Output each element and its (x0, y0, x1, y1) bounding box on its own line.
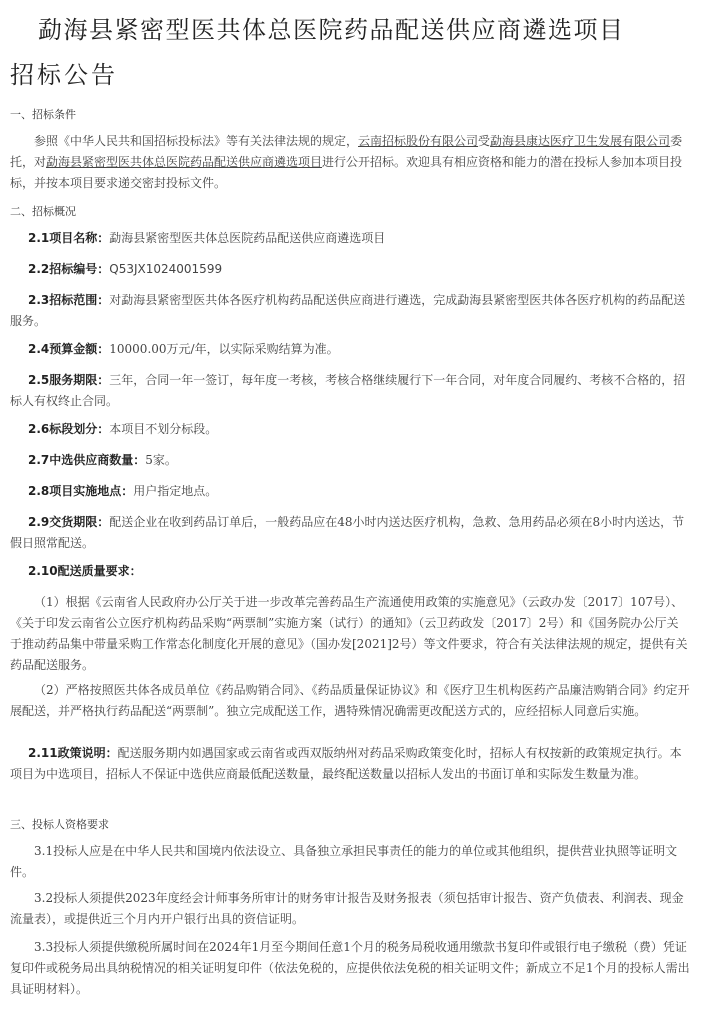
item-2-2: 2.2招标编号：Q53JX1024001599 (28, 262, 223, 276)
item-2-5: 2.5服务期限：三年，合同一年一签订，每年度一考核，考核合格继续履行下一年合同，对年度合同履约、考核不合格的，招标人有权终止合同。 (10, 373, 686, 408)
item-2-10: 2.10配送质量要求： (28, 564, 142, 578)
qualification-3-2: 3.2投标人须提供2023年度经会计师事务所审计的财务审计报告及财务报表（须包括审计报告、资产负债表、利润表、现金流量表），或提供近三个月内开户银行出具的资信证明。 (10, 891, 684, 926)
quality-requirement-2: （2）严格按照医共体各成员单位《药品购销合同》、《药品质量保证协议》和《医疗卫生机构医药产品廉洁购销合同》约定开展配送，并严格执行药品配送“两票制”。独立完成配送工作，遇特殊情况确需更改配送方式的，应经招标人同意后实施。 (10, 683, 690, 718)
section-1-paragraph: 参照《中华人民共和国招标投标法》等有关法律法规的规定，云南招标股份有限公司受勐海县康达医疗卫生发展有限公司委托，对勐海县紧密型医共体总医院药品配送供应商遴选项目进行公开招标。欢迎具有相应资格和能力的潜在投标人参加本项目投标，并按本项目要求递交密封投标文件。 (10, 134, 683, 190)
agent-link[interactable]: 云南招标股份有限公司 (358, 134, 479, 148)
qualification-3-1: 3.1投标人应是在中华人民共和国境内依法设立、具备独立承担民事责任的能力的单位或其他组织，提供营业执照等证明文件。 (10, 844, 678, 879)
quality-requirement-1: （1）根据《云南省人民政府办公厅关于进一步改革完善药品生产流通使用政策的实施意见》（云政办发〔2017〕107号）、《关于印发云南省公立医疗机构药品采购“两票制”实施方案（试行）的通知》（云卫药政发〔2017〕2号）和《国务院办公厅关于推动药品集中带量采购工作常态化制度化开展的意见》（国办发[2021]2号）等文件要求，符合有关法律法规的规定，提供有关药品配送服务。 (10, 595, 688, 672)
item-2-6: 2.6标段划分：本项目不划分标段。 (28, 422, 218, 436)
client-link[interactable]: 勐海县康达医疗卫生发展有限公司 (490, 134, 671, 148)
item-2-4: 2.4预算金额：10000.00万元/年，以实际采购结算为准。 (28, 342, 339, 356)
item-2-8: 2.8项目实施地点：用户指定地点。 (28, 484, 218, 498)
section-heading-3: 三、投标人资格要求 (10, 818, 109, 831)
section-heading-1: 一、招标条件 (10, 108, 76, 121)
item-2-11: 2.11政策说明：配送服务期内如遇国家或云南省或西双版纳州对药品采购政策变化时，招标人有权按新的政策规定执行。本项目为中选项目，招标人不保证中选供应商最低配送数量，最终配送数量以招标人发出的书面订单和实际发生数量为准。 (10, 746, 682, 781)
page-title: 勐海县紧密型医共体总医院药品配送供应商遴选项目 (38, 16, 625, 44)
page-subtitle: 招标公告 (10, 61, 118, 89)
item-2-9: 2.9交货期限：配送企业在收到药品订单后，一般药品应在48小时内送达医疗机构，急救、急用药品必须在8小时内送达，节假日照常配送。 (10, 515, 685, 550)
section-heading-2: 二、招标概况 (10, 205, 76, 218)
item-2-3: 2.3招标范围：对勐海县紧密型医共体各医疗机构药品配送供应商进行遴选，完成勐海县紧密型医共体各医疗机构的药品配送服务。 (10, 293, 686, 328)
project-link[interactable]: 勐海县紧密型医共体总医院药品配送供应商遴选项目 (46, 155, 323, 169)
item-2-7: 2.7中选供应商数量：5家。 (28, 453, 177, 467)
qualification-3-3: 3.3投标人须提供缴税所属时间在2024年1月至今期间任意1个月的税务局税收通用缴款书复印件或银行电子缴税（费）凭证复印件或税务局出具纳税情况的相关证明复印件（依法免税的，应提供依法免税的相关证明文件；新成立不足1个月的投标人需出具证明材料）。 (10, 940, 690, 996)
item-2-1: 2.1项目名称：勐海县紧密型医共体总医院药品配送供应商遴选项目 (28, 231, 386, 245)
